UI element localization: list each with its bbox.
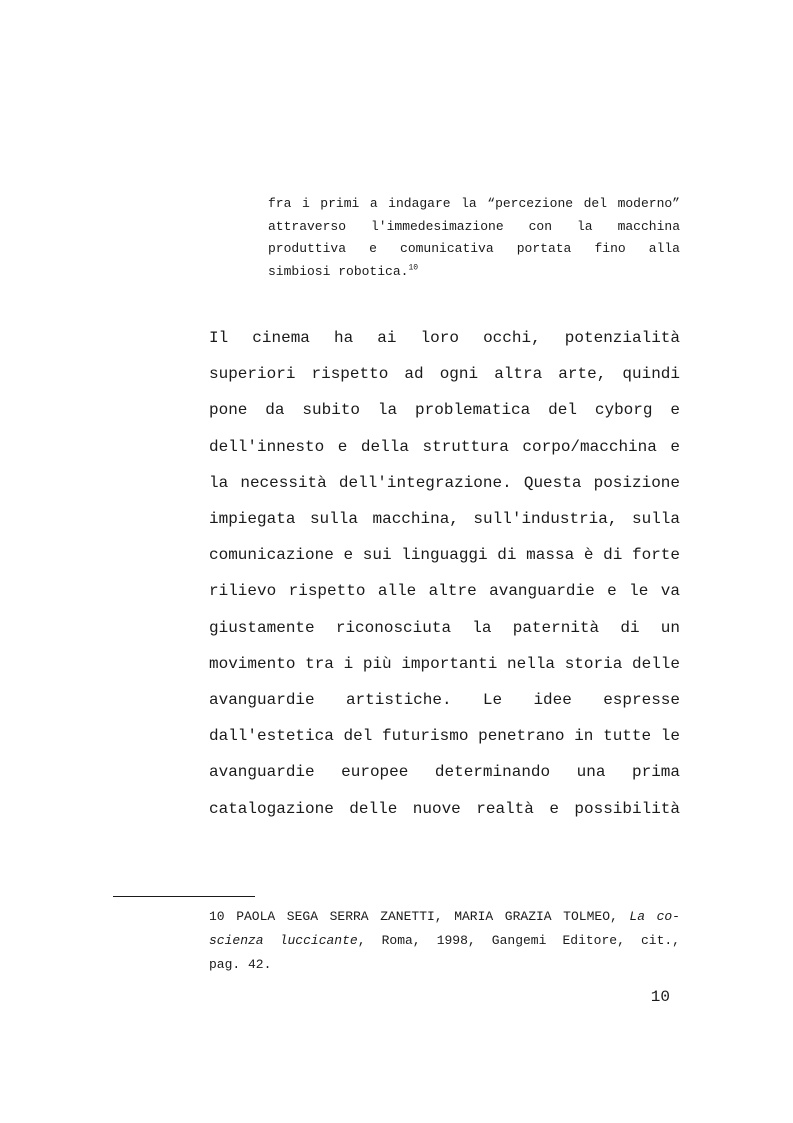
footnote-number: 10 [209, 909, 225, 924]
body-line: comunicazione e sui linguaggi di massa è di forte [209, 546, 680, 565]
body-line: avanguardie europee determinando una prima [209, 763, 680, 782]
quote-line: fra i primi a indagare la “percezione del moderno” [268, 196, 680, 211]
footnote [209, 905, 680, 977]
footnote-line-1 [209, 905, 680, 929]
quote-line: produttiva e comunicativa portata fino alla [268, 241, 680, 257]
quote-line-text: simbiosi robotica. [268, 263, 409, 279]
footnote-line-2 [209, 929, 680, 953]
footnote-reference[interactable]: 10 [408, 263, 419, 273]
body-line: catalogazione delle nuove realtà e possibilità [209, 799, 680, 818]
block-quote [268, 193, 680, 283]
footnote-separator [113, 896, 255, 897]
body-line: avanguardie artistiche. Le idee espresse [209, 691, 680, 710]
footnote-line-3: pag. 42. [209, 957, 272, 972]
footnote-title-part2: scienza luccicante [209, 933, 358, 948]
footnote-authors: PAOLA SEGA SERRA ZANETTI, MARIA GRAZIA TOLMEO, [236, 909, 618, 924]
body-paragraph [209, 320, 680, 827]
body-line: giustamente riconosciuta la paternità di un [209, 618, 680, 637]
body-line: movimento tra i più importanti nella storia delle [209, 654, 680, 673]
page-number: 10 [650, 988, 670, 1006]
body-line: la necessità dell'integrazione. Questa posizione [209, 473, 680, 492]
footnote-title-part1: La co- [629, 909, 680, 924]
body-line: dell'innesto e della struttura corpo/macchina e [209, 437, 680, 456]
body-line: rilievo rispetto alle altre avanguardie e le va [209, 582, 680, 601]
quote-line: attraverso l'immedesimazione con la macchina [268, 218, 680, 234]
body-line: superiori rispetto ad ogni altra arte, quindi [209, 365, 680, 384]
body-line: dall'estetica del futurismo penetrano in tutte le [209, 727, 680, 746]
body-line: Il cinema ha ai loro occhi, potenzialità [209, 329, 680, 347]
footnote-details: , Roma, 1998, Gangemi Editore, cit., [357, 933, 680, 948]
quote-line-last [268, 261, 680, 284]
body-line: pone da subito la problematica del cyborg e [209, 401, 680, 420]
body-line: impiegata sulla macchina, sull'industria, sulla [209, 510, 680, 529]
